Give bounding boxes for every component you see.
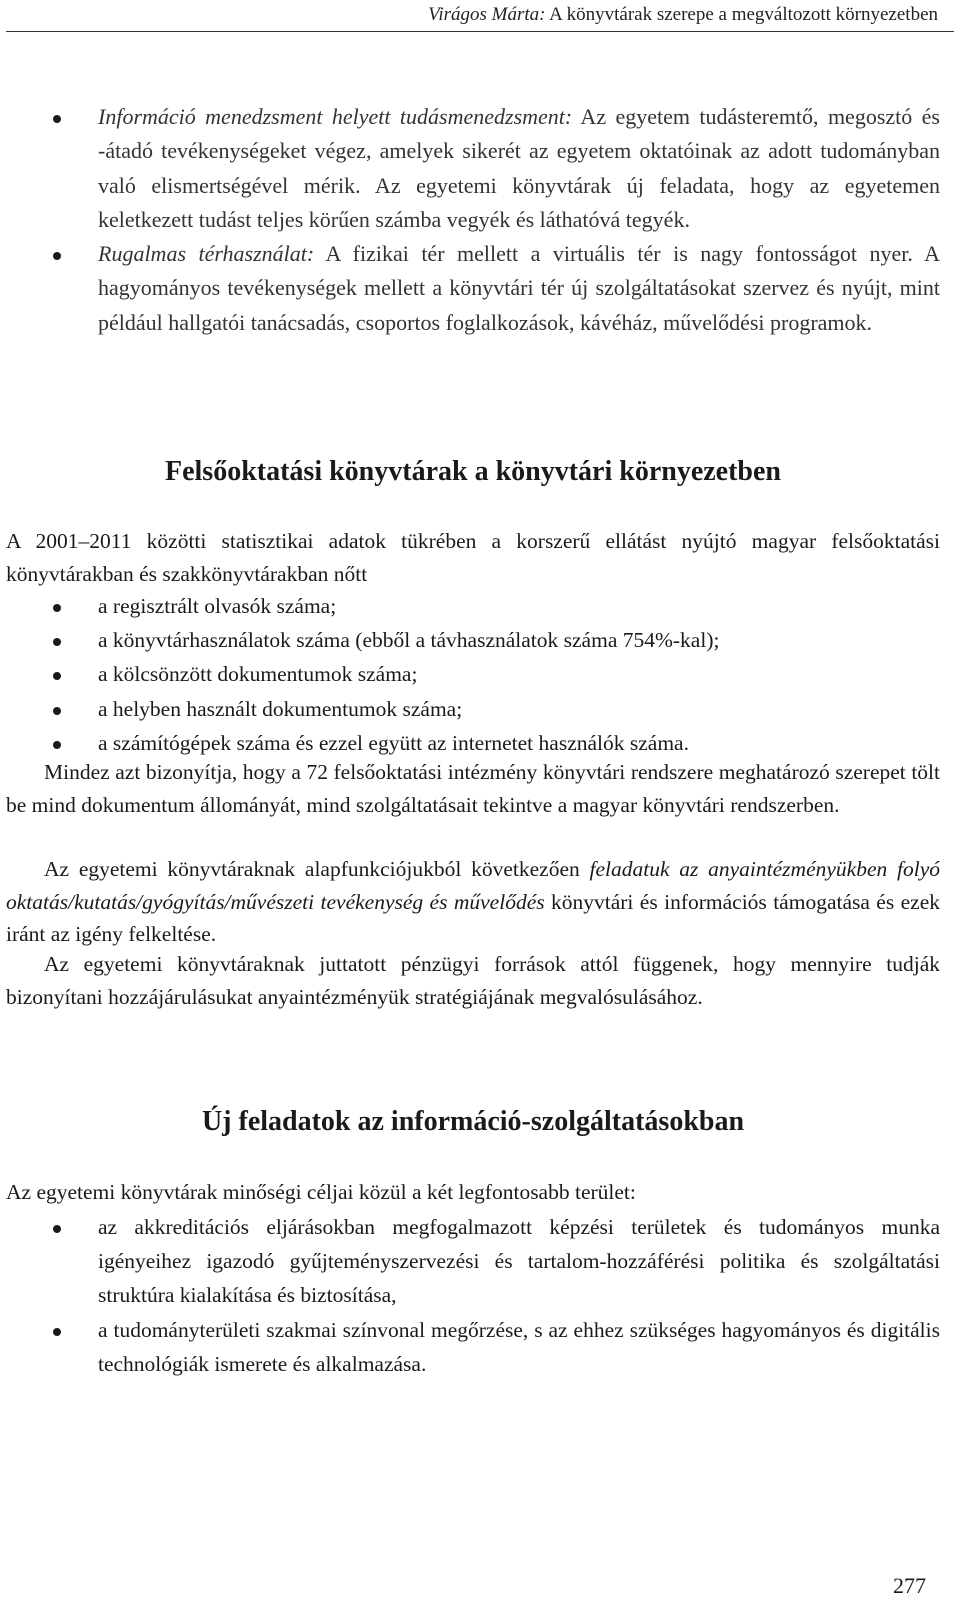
stats-bullet-list	[6, 589, 940, 760]
header-title: A könyvtárak szerepe a megváltozott környezetben	[545, 4, 938, 25]
bullet-icon	[53, 115, 61, 123]
list-item-text: a könyvtárhasználatok száma (ebből a távhasználatok száma 754%-kal);	[98, 628, 720, 653]
list-item	[6, 1313, 940, 1381]
page-number: 277	[893, 1573, 926, 1598]
bullet-icon	[53, 604, 61, 612]
paragraph: A 2001–2011 közötti statisztikai adatok tükrében a korszerű ellátást nyújtó magyar felsőoktatási könyvtárakban és szakkönyvtárakban nőtt	[6, 529, 940, 586]
bullet-icon	[53, 1225, 61, 1233]
list-item	[6, 1210, 940, 1313]
list-item-text: a számítógépek száma és ezzel együtt az internetet használók száma.	[98, 730, 689, 755]
goals-bullet-list	[6, 1210, 940, 1381]
bullet-text: A fizikai tér mellett a virtuális tér is nagy fontosságot nyer. A hagyományos tevékenységek mellett a könyvtári tér új szolgáltatásokat szervez és nyújt, mint például hallgatói tanácsadás, csoportos foglalkozások, kávéház, művelődési programok.	[98, 241, 940, 335]
bullet-lead: Rugalmas térhasználat:	[98, 241, 315, 267]
bullet-lead: Információ menedzsment helyett tudásmenedzsment:	[98, 104, 573, 129]
intro-bullet-list	[6, 100, 940, 340]
paragraph: Az egyetemi könyvtárak minőségi céljai közül a két legfontosabb terület:	[6, 1180, 636, 1204]
section-heading: Felsőoktatási könyvtárak a könyvtári környezetben	[165, 456, 781, 487]
header-rule	[6, 31, 954, 32]
list-item-text: a tudományterületi szakmai színvonal megőrzése, s az ehhez szükséges hagyományos és digitális technológiák ismerete és alkalmazása.	[98, 1317, 940, 1376]
bullet-icon	[53, 252, 61, 260]
list-item	[6, 657, 940, 691]
paragraph-text: könyvtári és információs támogatása és ezek iránt az igény felkeltése.	[6, 889, 940, 946]
list-item	[6, 726, 940, 760]
list-item-text: az akkreditációs eljárásokban megfogalmazott képzési területek és tudományos munka igényeihez igazodó gyűjteményszervezési és tartalom-hozzáférési politika és szolgáltatási struktúra kialakítása és biztosítása,	[98, 1215, 940, 1308]
paragraph	[6, 853, 940, 951]
list-item-text: a helyben használt dokumentumok száma;	[98, 696, 463, 721]
list-item	[6, 237, 940, 340]
paragraph-emphasis: feladatuk az anyaintézményükben folyó oktatás/kutatás/gyógyítás/művészeti tevékenység és művelődés	[6, 857, 940, 914]
list-item	[6, 692, 940, 726]
bullet-icon	[53, 638, 61, 646]
bullet-icon	[53, 741, 61, 749]
list-item	[6, 100, 940, 237]
bullet-icon	[53, 1328, 61, 1336]
list-item-text: a kölcsönzött dokumentumok száma;	[98, 662, 418, 687]
running-header	[428, 4, 938, 26]
header-author: Virágos Márta:	[428, 4, 546, 25]
paragraph: Mindez azt bizonyítja, hogy a 72 felsőoktatási intézmény könyvtári rendszere meghatározó szerepet tölt be mind dokumentum állományát, mind szolgáltatásait tekintve a magyar könyvtári rendszerben.	[6, 760, 940, 817]
bullet-text: Az egyetem tudásteremtő, megosztó és -átadó tevékenységeket végez, amelyek sikerét az egyetem oktatóinak az adott tudományban való elismertségével mérik. Az egyetemi könyvtárak új feladata, hogy az egyetemen keletkezett tudást teljes körűen számba vegyék és láthatóvá tegyék.	[98, 104, 940, 232]
paragraph-text: Az egyetemi könyvtáraknak alapfunkciójukból következően	[44, 857, 590, 881]
section-heading: Új feladatok az információ-szolgáltatásokban	[201, 1106, 745, 1137]
bullet-icon	[53, 707, 61, 715]
list-item-text: a regisztrált olvasók száma;	[98, 594, 337, 618]
paragraph: Az egyetemi könyvtáraknak juttatott pénzügyi források attól függenek, hogy mennyire tudják bizonyítani hozzájárulásukat anyaintézményük stratégiájának megvalósulásához.	[6, 952, 940, 1009]
list-item	[6, 589, 940, 623]
list-item	[6, 623, 940, 657]
bullet-icon	[53, 672, 61, 680]
